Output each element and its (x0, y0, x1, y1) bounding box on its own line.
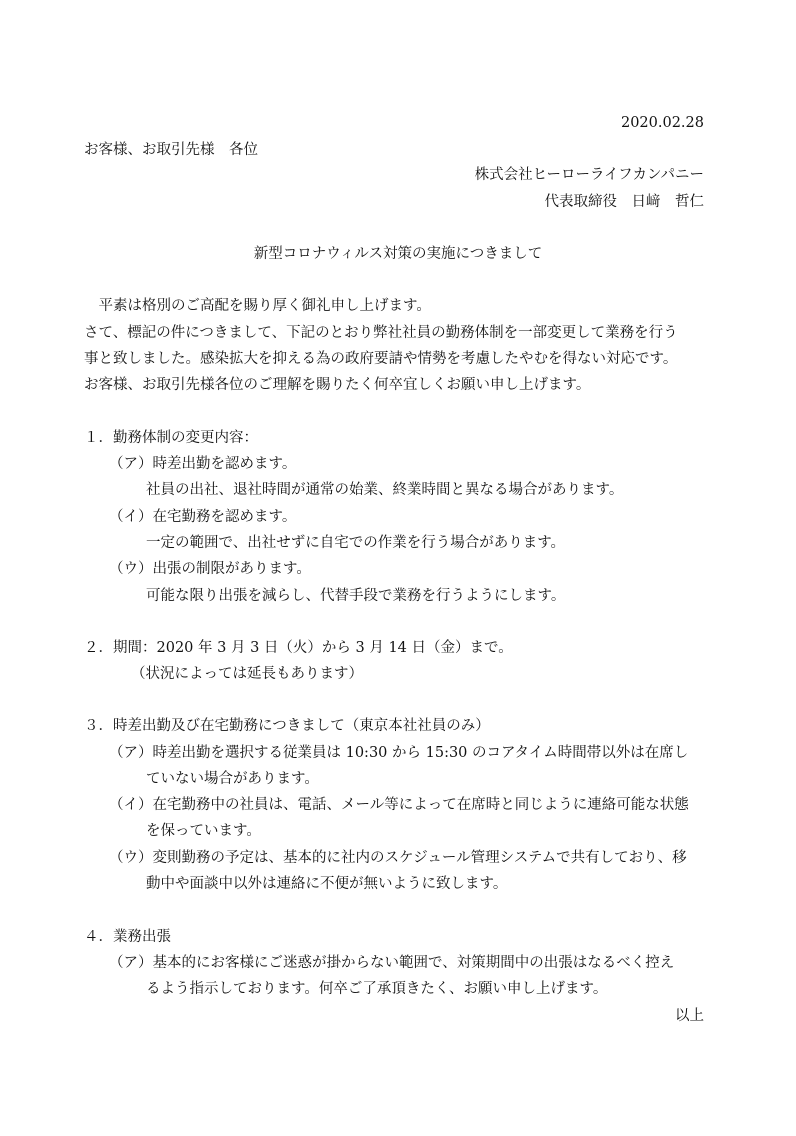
sender-company: 株式会社ヒーローライフカンパニー (474, 167, 704, 183)
section-3-item-a-cont: ていない場合があります。 (146, 771, 319, 787)
section-1-item-a: （ア）時差出勤を認めます。 (109, 456, 297, 472)
section-1-item-u: （ウ）出張の制限があります。 (109, 561, 311, 577)
section-3-item-a: （ア）時差出勤を選択する従業員は 10:30 から 15:30 のコアタイム時間帯以外は在席し (109, 745, 689, 761)
section-1-item-i-detail: 一定の範囲で、出社せずに自宅での作業を行う場合があります。 (146, 535, 566, 551)
section-1-item-a-detail: 社員の出社、退社時間が通常の始業、終業時間と異なる場合があります。 (146, 482, 624, 498)
section-3-item-u: （ウ）変則勤務の予定は、基本的に社内のスケジュール管理システムで共有しており、移 (109, 850, 687, 866)
section-3-item-i: （イ）在宅勤務中の社員は、電話、メール等によって在席時と同じように連絡可能な状態 (109, 797, 689, 813)
date: 2020.02.28 (620, 115, 704, 131)
document-title: 新型コロナウィルス対策の実施につきまして (253, 246, 543, 262)
section-4-item-a-cont: るよう指示しております。何卒ご了承頂きたく、お願い申し上げます。 (146, 981, 608, 997)
section-4-item-a: （ア）基本的にお客様にご迷惑が掛からない範囲で、対策期間中の出張はなるべく控え (109, 955, 675, 971)
section-1-item-i: （イ）在宅勤務を認めます。 (109, 509, 297, 525)
intro-line: さて、標記の件につきまして、下記のとおり弊社社員の勤務体制を一部変更して業務を行う (84, 325, 678, 341)
section-4-heading: ４．業務出張 (84, 929, 171, 945)
intro-line: 事と致しました。感染拡大を抑える為の政府要請や情勢を考慮したやむを得ない対応です。 (84, 351, 678, 367)
addressee: お客様、お取引先様 各位 (84, 142, 258, 158)
intro-line: お客様、お取引先様各位のご理解を賜りたく何卒宜しくお願い申し上げます。 (84, 377, 591, 393)
intro-line: 平素は格別のご高配を賜り厚く御礼申し上げます。 (84, 298, 431, 314)
section-2-note: （状況によっては延長もあります） (131, 666, 363, 682)
section-1-heading: １．勤務体制の変更内容： (84, 430, 258, 446)
section-3-heading: ３．時差出勤及び在宅勤務につきまして（東京本社社員のみ） (84, 718, 490, 734)
closing: 以上 (675, 1008, 704, 1024)
sender-representative: 代表取締役 日﨑 哲仁 (544, 194, 704, 210)
section-1-item-u-detail: 可能な限り出張を減らし、代替手段で業務を行うようにします。 (146, 588, 566, 604)
section-2-heading: ２．期間：2020 年 3 月 3 日（火）から 3 月 14 日（金）まで。 (84, 640, 513, 656)
section-3-item-u-cont: 動中や面談中以外は連絡に不便が無いように致します。 (146, 876, 508, 892)
section-3-item-i-cont: を保っています。 (146, 823, 261, 839)
